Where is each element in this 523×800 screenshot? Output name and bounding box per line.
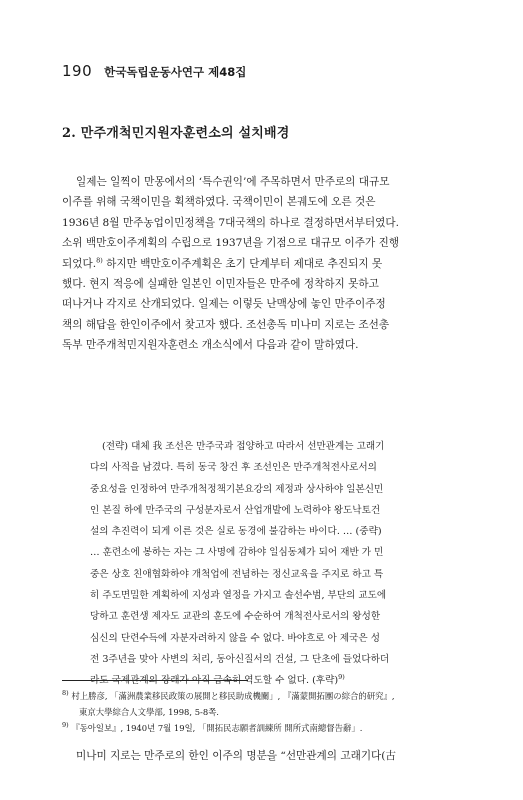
text-line: 책의 해답을 한인이주에서 찾고자 했다. 조선총독 미나미 지로는 조선총 — [62, 318, 390, 331]
quote-line: 히 주도면밀한 계획하에 지성과 열정을 가지고 솔선수범, 부단의 교도에 — [90, 590, 387, 602]
body-paragraph — [62, 172, 480, 356]
footnote-8-continuation: 東京大學綜合人文學部, 1998, 5-8쪽. — [79, 707, 219, 717]
footnote-divider — [62, 680, 248, 681]
text-segment: 되었다. — [62, 257, 97, 270]
footnote-reference: 9) — [338, 673, 345, 682]
quote-line: 당하고 훈련생 제자도 교관의 훈도에 수순하여 개척전사로서의 왕성한 — [90, 611, 381, 623]
text-segment: 하지만 백만호이주계획은 초기 단계부터 제대로 추진되지 못 — [106, 257, 383, 270]
quote-line: 인 본질 하에 만주국의 구성분자로서 산업개발에 노력하야 왕도낙토건 — [90, 504, 381, 516]
text-line: 1936년 8월 만주농업이민정책을 7대국책의 하나로 결정하면서부터였다. — [62, 216, 399, 229]
block-quote — [90, 436, 460, 692]
quote-line: 중은 상호 친애협화하야 개척업에 전념하는 정신교육을 주지로 하고 특 — [90, 568, 384, 580]
running-header — [62, 62, 246, 80]
section-heading: 2. 만주개척민지원자훈련소의 설치배경 — [62, 126, 290, 141]
footnotes — [62, 688, 482, 736]
text-line: 소위 백만호이주계획의 수립으로 1937년을 기점으로 대규모 이주가 진행 — [62, 237, 400, 250]
journal-title: 한국독립운동사연구 제48집 — [104, 65, 247, 79]
quote-line: … 훈련소에 봉하는 자는 그 사명에 감하야 일심동체가 되어 재반 가 민 — [90, 547, 384, 559]
body-paragraph — [62, 746, 480, 766]
footnote-text: 『동아일보』, 1940년 7월 19일, 「開拓民志願者訓練所 開所式南總督告辭」. — [71, 723, 363, 733]
text-line: 했다. 현지 적응에 실패한 일본인 이민자들은 만주에 정착하지 못하고 — [62, 278, 379, 291]
quote-line: 중요성을 인정하여 만주개척정책기본요강의 제정과 상사하야 일본신민 — [90, 483, 384, 495]
quote-line: 다의 사적을 남겼다. 특히 동국 창건 후 조선인은 만주개척전사로서의 — [90, 462, 377, 474]
footnote-reference: 8) — [96, 256, 103, 265]
text-line: 일제는 일찍이 만몽에서의 ‘특수권익’에 주목하면서 만주로의 대규모 — [76, 176, 390, 188]
text-line — [62, 254, 480, 274]
text-line: 떠나거나 각지로 산개되었다. 일제는 이렇듯 난맥상에 놓인 만주이주정 — [62, 298, 386, 311]
quote-line: 심신의 단련수득에 자분자려하지 않을 수 없다. 바야흐로 아 제국은 성 — [90, 632, 380, 644]
text-segment: 라도 국제관계의 장래가 아직 급속히 역도할 수 없다. (후략) — [90, 675, 339, 687]
quote-line: 전 3주년을 맞아 사변의 처리, 동아신질서의 건설, 그 단초에 들었다하더 — [90, 653, 390, 665]
quote-line: (전략) 대체 我 조선은 만주국과 접양하고 따라서 선만관계는 고래기 — [102, 441, 385, 452]
page-number: 190 — [62, 62, 93, 80]
quote-line: 설의 추진력이 되게 이른 것은 실로 동경에 불감하는 바이다. … (중략) — [90, 526, 382, 538]
text-line: 이주를 위해 국책이민을 획책하였다. 국책이민이 본궤도에 오른 것은 — [62, 196, 376, 209]
text-line: 미나미 지로는 만주로의 한인 이주의 명분을 “선만관계의 고래기다(古 — [76, 750, 397, 762]
footnote-marker: 8) — [62, 689, 69, 698]
footnote-9 — [62, 720, 482, 736]
footnote-8 — [62, 688, 482, 704]
text-line: 독부 만주개척민지원자훈련소 개소식에서 다음과 같이 말하였다. — [62, 339, 359, 352]
footnote-marker: 9) — [62, 721, 69, 730]
footnote-text: 村上勝彦, 「滿洲農業移民政策の展開と移民助成機關」, 『滿蒙開拓團の綜合的研究』, — [71, 691, 395, 701]
